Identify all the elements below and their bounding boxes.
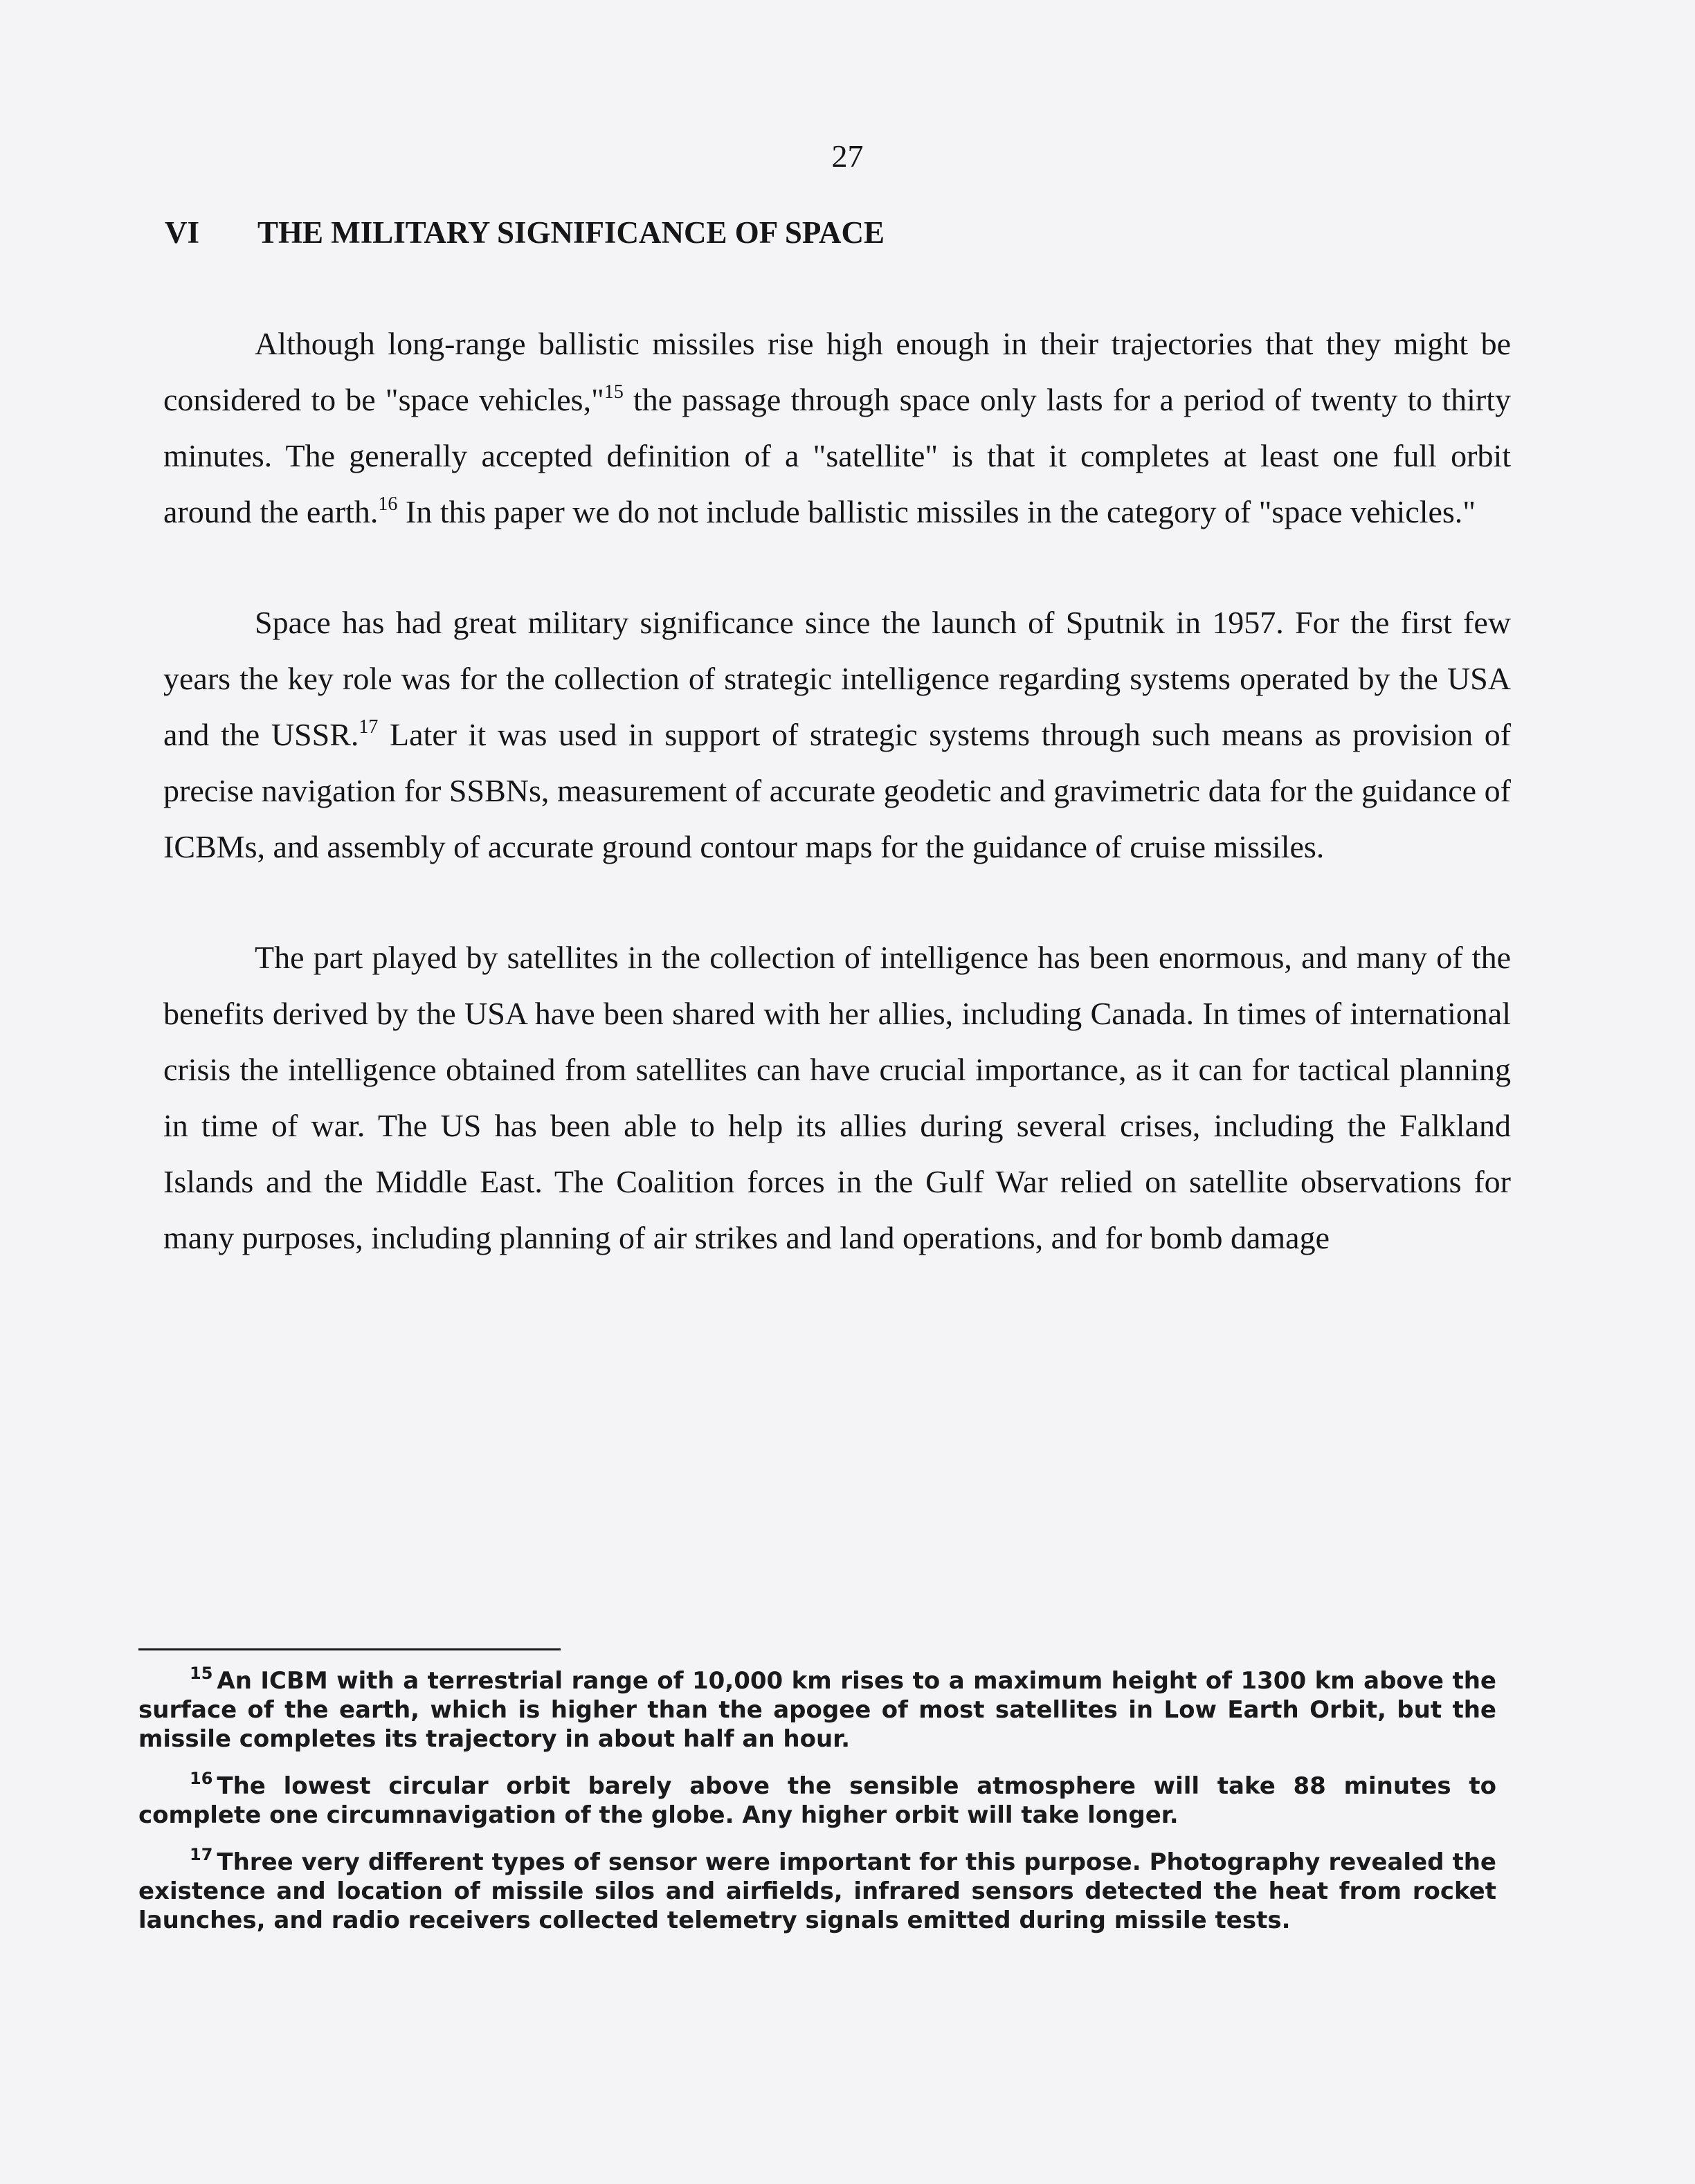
section-title: THE MILITARY SIGNIFICANCE OF SPACE: [257, 215, 885, 250]
footnote-text: The lowest circular orbit barely above the sensible atmosphere will take 88 minutes to complete one circumnavigation of the globe. Any higher orbit will take longer.: [138, 1772, 1496, 1829]
paragraph: [163, 316, 1511, 540]
footnote-text: An ICBM with a terrestrial range of 10,000 km rises to a maximum height of 1300 km above the surface of the earth, which is higher than the apogee of most satellites in Low Earth Orbit, but the missile completes its trajectory in about half an hour.: [138, 1667, 1496, 1753]
footnote-17: [138, 1845, 1496, 1935]
footnote-ref: 15: [604, 381, 624, 403]
footnote-text: Three very different types of sensor were important for this purpose. Photography revealed the existence and location of missile silos and airfields, infrared sensors detected the heat from rocket launches, and radio receivers collected telemetry signals emitted during missile tests.: [138, 1848, 1496, 1934]
page-number: 27: [831, 138, 864, 174]
paragraph-text: The part played by satellites in the collection of intelligence has been enormous, and many of the benefits derived by the USA have been shared with her allies, including Canada. In times of international crisis the intelligence obtained from satellites can have crucial importance, as it can for tactical planning in time of war. The US has been able to help its allies during several crises, including the Falkland Islands and the Middle East. The Coalition forces in the Gulf War relied on satellite observations for many purposes, including planning of air strikes and land operations, and for bomb damage: [163, 940, 1511, 1255]
paragraph-text: In this paper we do not include ballistic missiles in the category of "space vehicles.": [397, 494, 1476, 529]
footnote-marker: 17: [190, 1845, 213, 1864]
footnote-ref: 16: [378, 493, 398, 515]
footnotes: [138, 1666, 1496, 1953]
body-text: [163, 316, 1511, 1320]
paragraph: [163, 594, 1511, 875]
section-heading: [165, 212, 885, 253]
paragraph-text: Later it was used in support of strategic systems through such means as provision of precise navigation for SSBNs, measurement of accurate geodetic and gravimetric data for the guidance of ICBMs, and assembly of accurate ground contour maps for the guidance of cruise missiles.: [163, 717, 1512, 864]
footnote-marker: 15: [190, 1664, 213, 1683]
paragraph-text: the passage through space only lasts for a period of twenty to thirty minutes. The generally accepted definition of a "satellite" is that it completes at least one full orbit around the earth.: [163, 382, 1511, 529]
paragraph: [163, 929, 1511, 1266]
footnote-marker: 16: [190, 1769, 213, 1788]
footnote-divider: [138, 1648, 561, 1650]
paragraph-text: Although long-range ballistic missiles rise high enough in their trajectories that they might be considered to be "space vehicles,": [163, 326, 1511, 417]
footnote-16: [138, 1769, 1496, 1830]
footnote-ref: 17: [359, 716, 379, 738]
paragraph-text: Space has had great military significance since the launch of Sputnik in 1957. For the first few years the key role was for the collection of strategic intelligence regarding systems operated by the USA and the USSR.: [163, 605, 1511, 752]
section-number: VI: [165, 215, 200, 250]
footnote-15: [138, 1666, 1496, 1754]
